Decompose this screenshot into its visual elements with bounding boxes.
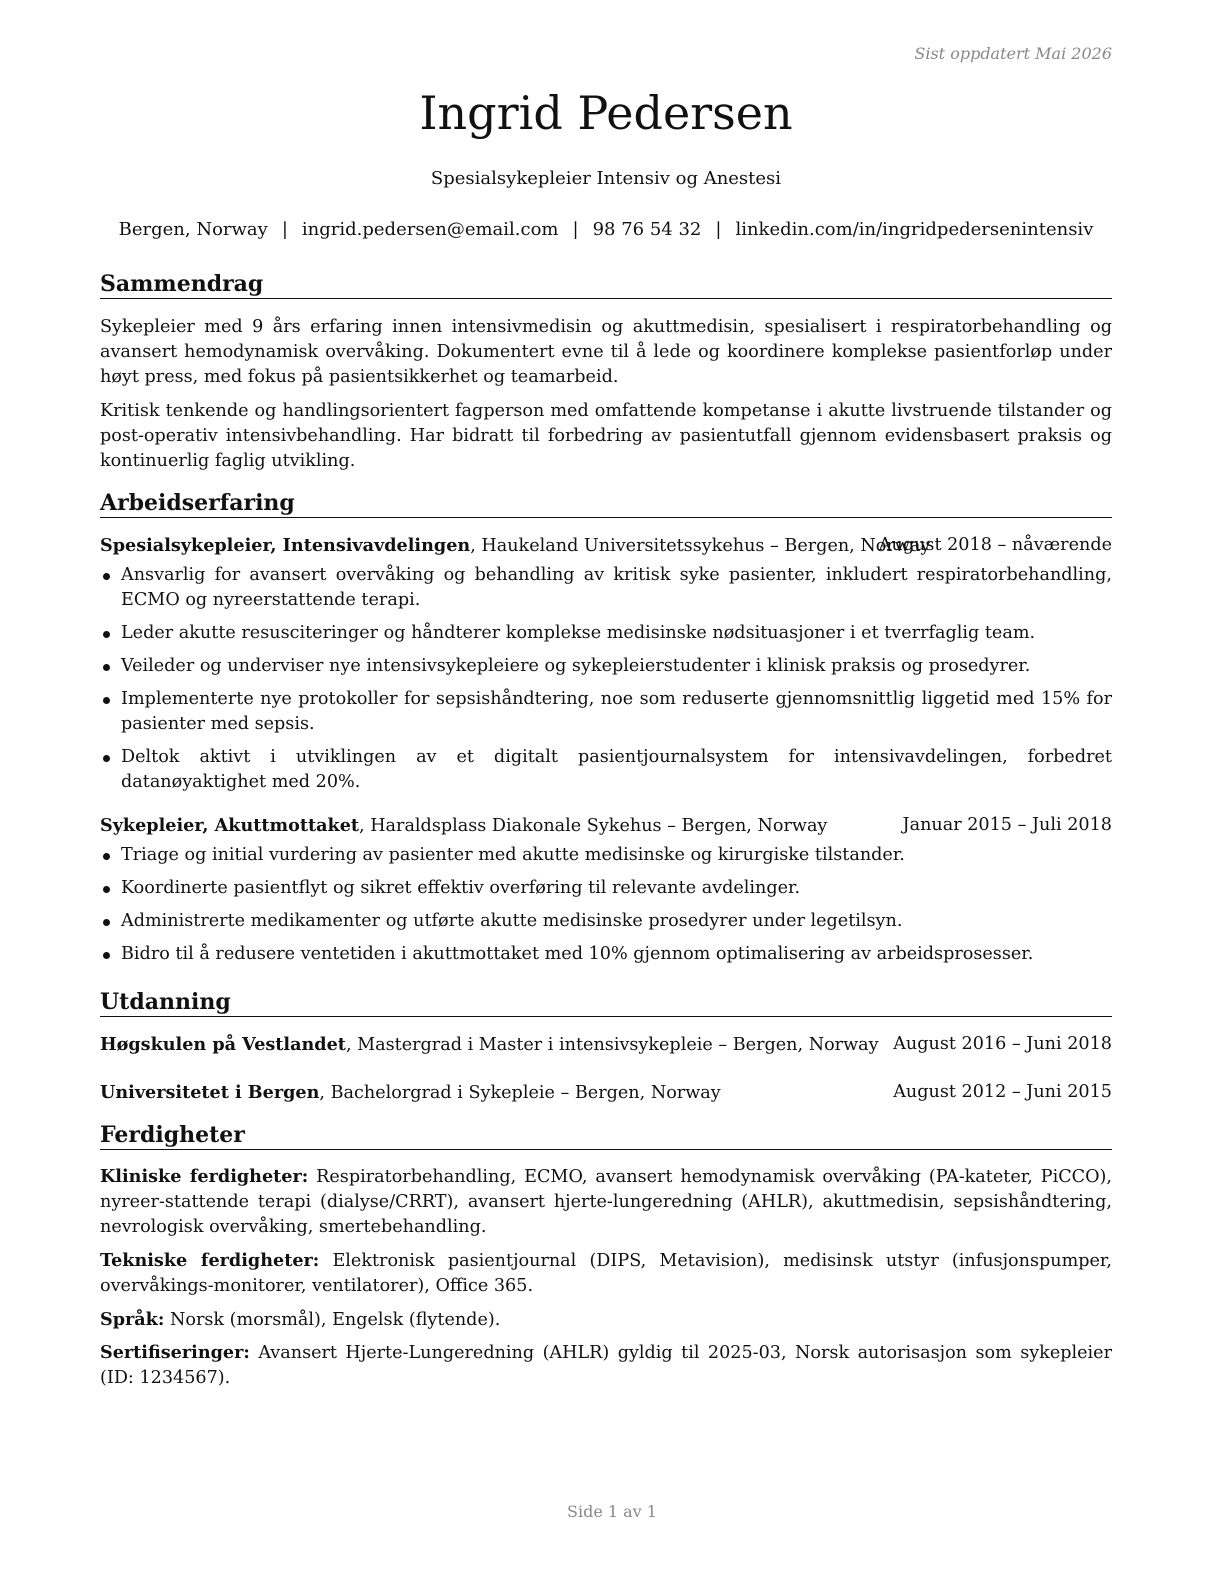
- skill-label: Tekniske ferdigheter:: [100, 1250, 320, 1271]
- list-item: Triage og initial vurdering av pasienter med akutte medisinske og kirurgiske tilstander.: [100, 843, 1112, 868]
- job-title: Spesialsykepleier Intensiv og Anestesi: [430, 168, 782, 189]
- job-role: Spesialsykepleier, Intensivavdelingen: [100, 535, 471, 556]
- skill-text: Elektronisk pasientjournal (DIPS, Metavision), medisinsk utstyr (infusjonspumper, overvåkings-monitorer, ventilatorer), Office 365.: [100, 1251, 1113, 1296]
- section-title-summary: Sammendrag: [100, 270, 1112, 299]
- contact-phone: 98 76 54 32: [592, 219, 702, 240]
- skill-label: Kliniske ferdigheter:: [100, 1166, 309, 1187]
- list-item: Bidro til å redusere ventetiden i akuttmottaket med 10% gjennom optimalisering av arbeidsprosesser.: [100, 942, 1112, 967]
- page-number: Side 1 av 1: [567, 1502, 657, 1521]
- person-name: Ingrid Pedersen: [419, 86, 793, 140]
- job-bullets: [100, 563, 1112, 803]
- job-dates: August 2018 – nåværende: [878, 535, 1112, 555]
- skill-label: Språk:: [100, 1309, 165, 1330]
- contact-linkedin[interactable]: linkedin.com/in/ingridpedersenintensiv: [735, 219, 1094, 240]
- education-item: [100, 1080, 1112, 1106]
- contact-line: [100, 219, 1112, 240]
- last-updated: Sist oppdatert Mai 2026: [914, 44, 1112, 63]
- list-item: Ansvarlig for avansert overvåking og behandling av kritisk syke pasienter, inkludert respiratorbehandling, ECMO og nyreerstattende terapi.: [100, 563, 1112, 613]
- section-title-experience: Arbeidserfaring: [100, 489, 1112, 518]
- list-item: Implementerte nye protokoller for sepsishåndtering, noe som reduserte gjennomsnittlig liggetid med 15% for pasienter med sepsis.: [100, 687, 1112, 737]
- skill-item: [100, 1307, 1112, 1333]
- education-school: Høgskulen på Vestlandet: [100, 1034, 346, 1055]
- contact-separator: |: [281, 219, 288, 240]
- section-title-skills: Ferdigheter: [100, 1121, 1112, 1150]
- skill-label: Sertifiseringer:: [100, 1342, 250, 1363]
- list-item: Koordinerte pasientflyt og sikret effektiv overføring til relevante avdelinger.: [100, 876, 1112, 901]
- skill-item: [100, 1340, 1112, 1391]
- skill-text: Norsk (morsmål), Engelsk (flytende).: [164, 1310, 501, 1330]
- list-item: Leder akutte resusciteringer og håndterer komplekse medisinske nødsituasjoner i et tverrfaglig team.: [100, 621, 1112, 646]
- list-item: Deltok aktivt i utviklingen av et digitalt pasientjournalsystem for intensivavdelingen, forbedret datanøyaktighet med 20%.: [100, 745, 1112, 795]
- education-detail: , Mastergrad i Master i intensivsykepleie – Bergen, Norway: [345, 1035, 879, 1055]
- job-dates: Januar 2015 – Juli 2018: [902, 815, 1112, 835]
- education-dates: August 2016 – Juni 2018: [893, 1034, 1112, 1054]
- contact-email[interactable]: ingrid.pedersen@email.com: [301, 219, 559, 240]
- skill-item: [100, 1164, 1112, 1240]
- contact-location: Bergen, Norway: [118, 219, 268, 240]
- contact-separator: |: [572, 219, 579, 240]
- section-title-education: Utdanning: [100, 988, 1112, 1017]
- education-dates: August 2012 – Juni 2015: [893, 1082, 1112, 1102]
- skill-text: Respiratorbehandling, ECMO, avansert hemodynamisk overvåking (PA-kateter, PiCCO), nyreer-stattende terapi (dialyse/CRRT), avansert hjerte-lungeredning (AHLR), akuttmedisin, sepsishåndtering, nevrologisk overvåking, smertebehandling.: [100, 1167, 1113, 1237]
- list-item: Administrerte medikamenter og utførte akutte medisinske prosedyrer under legetilsyn.: [100, 909, 1112, 934]
- skill-item: [100, 1248, 1112, 1299]
- job-org: , Haraldsplass Diakonale Sykehus – Bergen, Norway: [359, 816, 828, 836]
- summary-paragraph: Kritisk tenkende og handlingsorientert fagperson med omfattende kompetanse i akutte livstruende tilstander og post-operativ intensivbehandling. Har bidratt til forbedring av pasientutfall gjennom evidensbasert praksis og kontinuerlig faglig utvikling.: [100, 401, 1112, 471]
- education-detail: , Bachelorgrad i Sykepleie – Bergen, Norway: [319, 1083, 721, 1103]
- education-item: [100, 1032, 1112, 1058]
- education-school: Universitetet i Bergen: [100, 1082, 320, 1103]
- job-heading: [100, 533, 1112, 559]
- job-org: , Haukeland Universitetssykehus – Bergen, Norway: [470, 536, 931, 556]
- contact-separator: |: [715, 219, 722, 240]
- list-item: Veileder og underviser nye intensivsykepleiere og sykepleierstudenter i klinisk praksis og prosedyrer.: [100, 654, 1112, 679]
- skill-text: Avansert Hjerte-Lungeredning (AHLR) gyldig til 2025-03, Norsk autorisasjon som sykepleier (ID: 1234567).: [100, 1343, 1112, 1388]
- job-role: Sykepleier, Akuttmottaket: [100, 815, 360, 836]
- job-heading: [100, 813, 1112, 839]
- summary-paragraph: Sykepleier med 9 års erfaring innen intensivmedisin og akuttmedisin, spesialisert i respiratorbehandling og avansert hemodynamisk overvåking. Dokumentert evne til å lede og koordinere komplekse pasientforløp under høyt press, med fokus på pasientsikkerhet og teamarbeid.: [100, 317, 1112, 387]
- job-bullets: [100, 843, 1112, 975]
